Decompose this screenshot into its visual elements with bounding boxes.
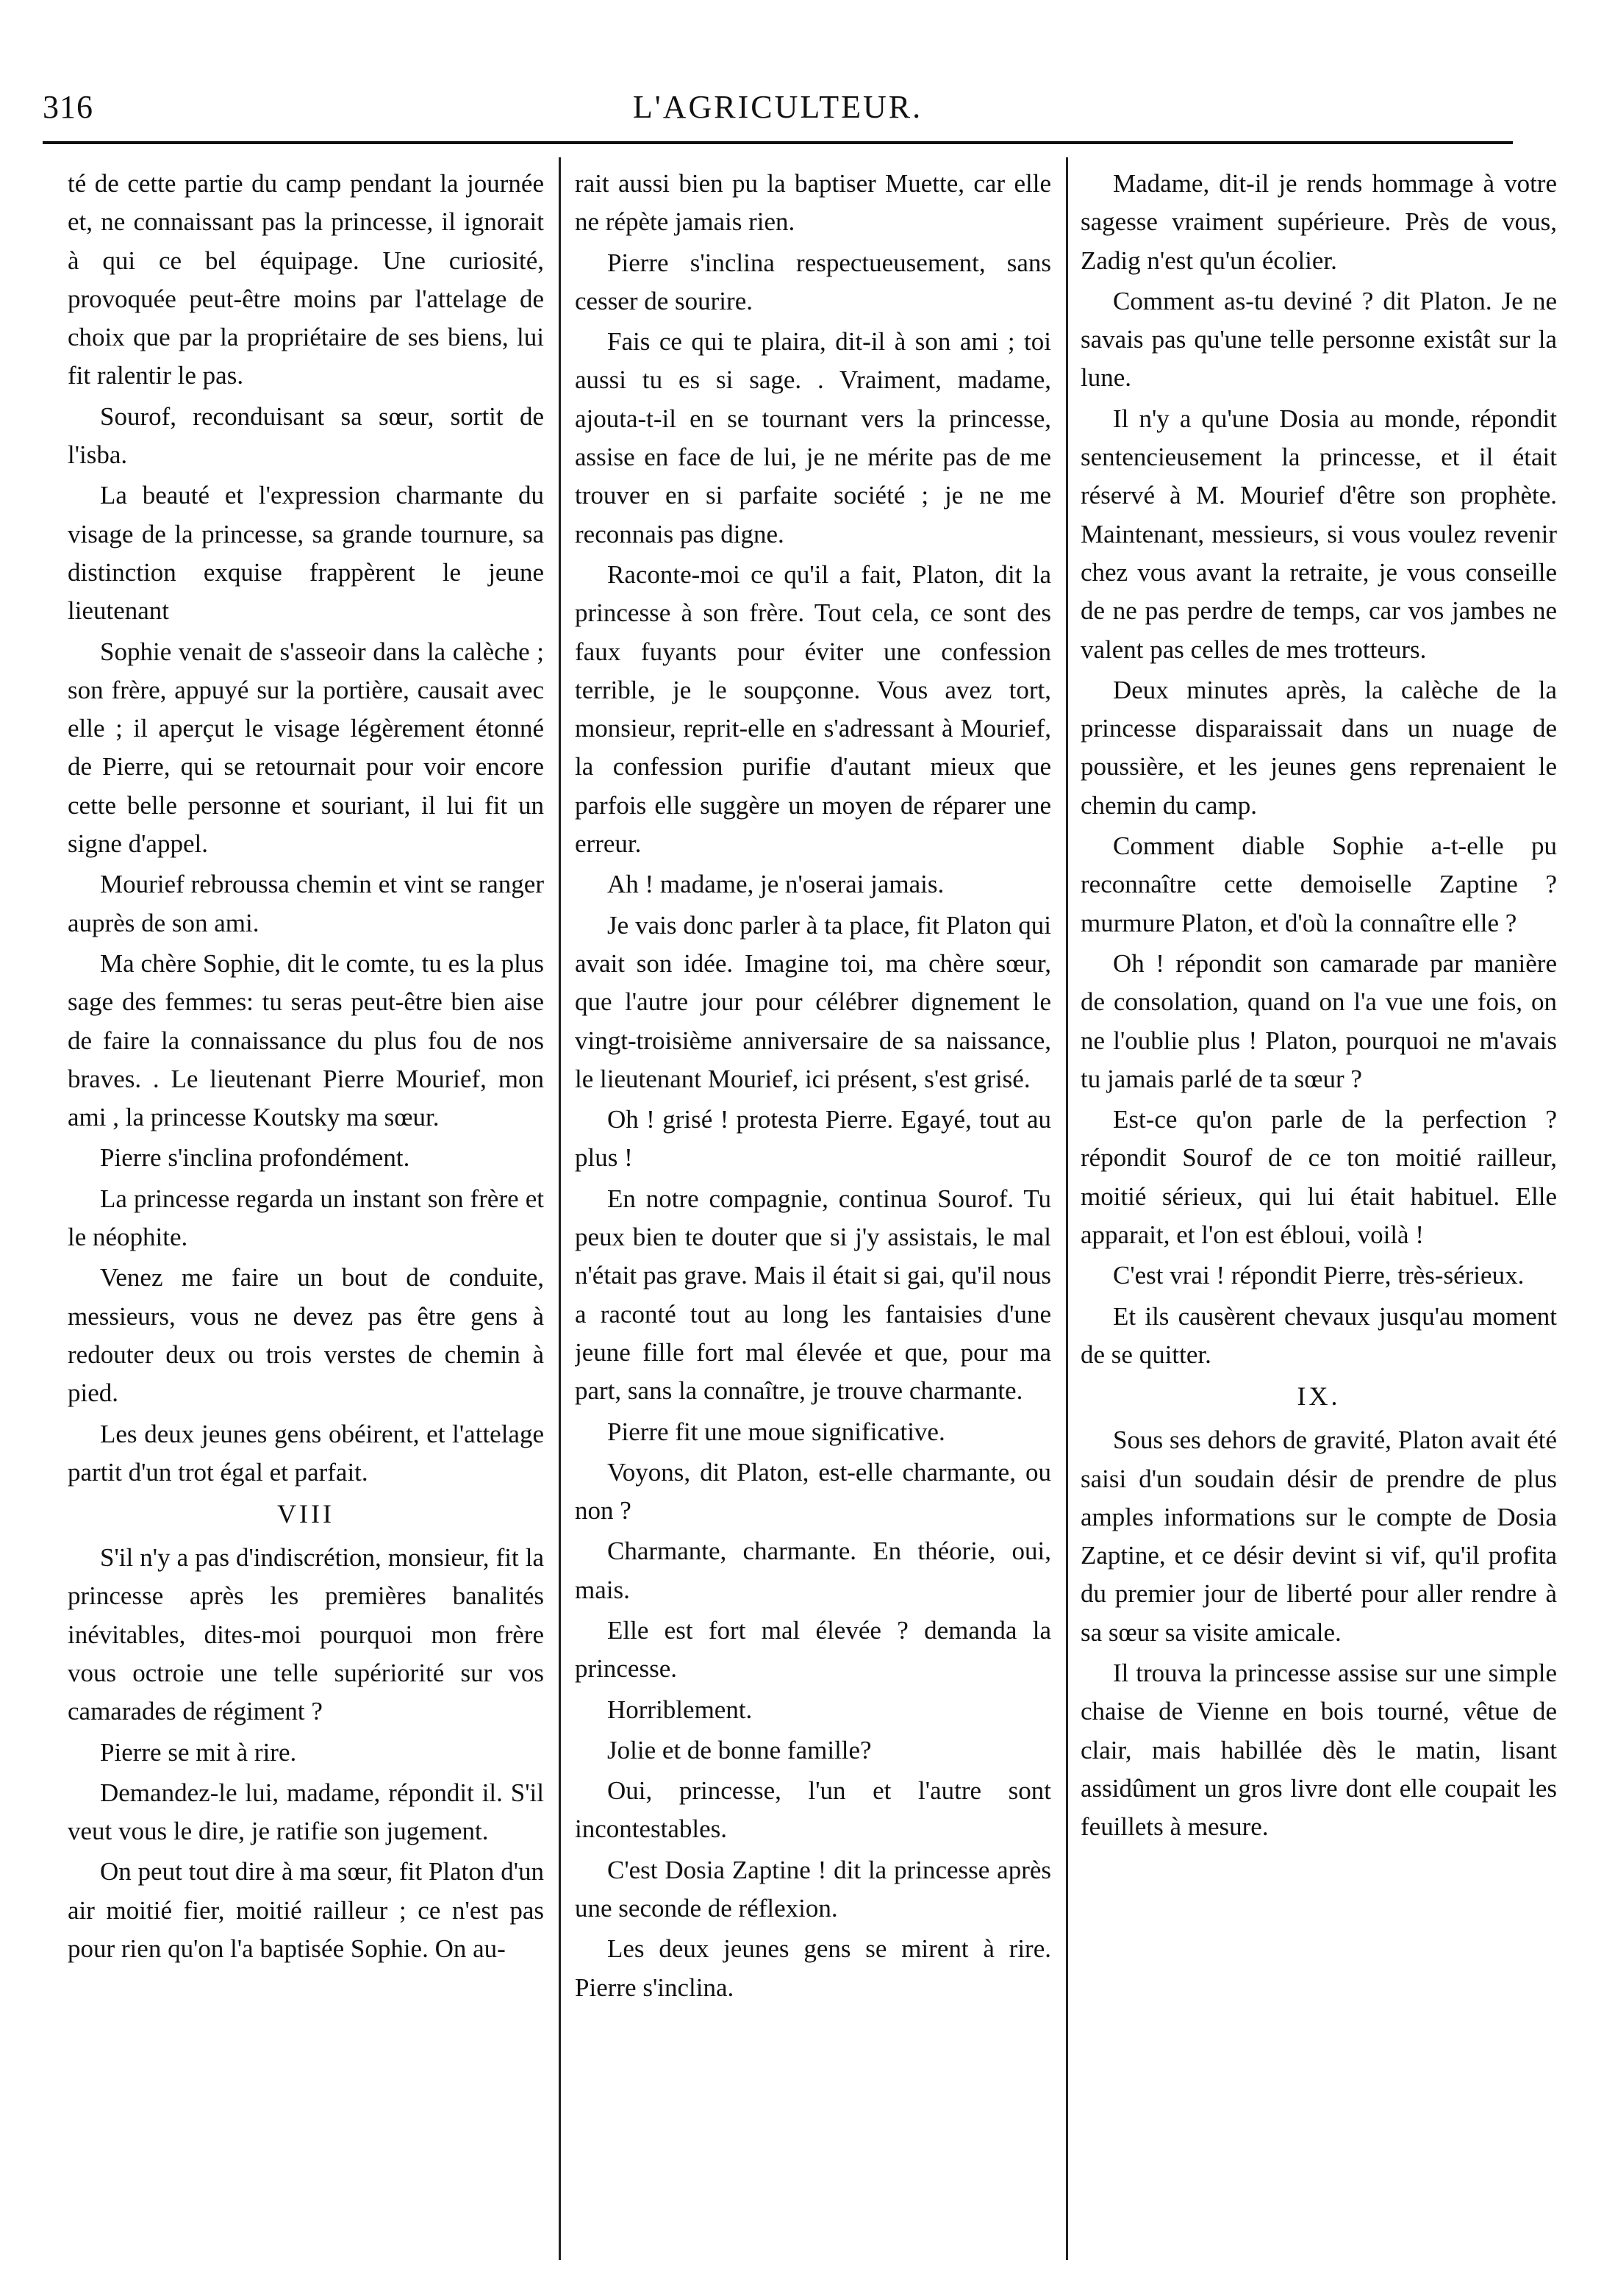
column-divider xyxy=(559,157,561,2260)
paragraph: Deux minutes après, la calèche de la princesse disparaissait dans un nuage de poussière, et les jeunes gens reprenaient le chemin du camp. xyxy=(1081,675,1557,820)
paragraph: La princesse regarda un instant son frère et le néophite. xyxy=(68,1184,544,1252)
paragraph: Elle est fort mal élevée ? demanda la princesse. xyxy=(575,1615,1051,1684)
paragraph: Sophie venait de s'asseoir dans la calèche ; son frère, appuyé sur la portière, causait avec elle ; il aperçut le visage légèrement étonné de Pierre, qui se retournait pour voir encore cette belle personne et souriant, il lui fit un signe d'appel. xyxy=(68,637,544,859)
paragraph: Raconte-moi ce qu'il a fait, Platon, dit la princesse à son frère. Tout cela, ce sont des faux fuyants pour éviter une confession terrible, je le soupçonne. Vous avez tort, monsieur, reprit-elle en s'adressant à Mourief, la confession purifie d'autant mieux que parfois elle suggère un moyen de réparer une erreur. xyxy=(575,559,1051,859)
paragraph: Il n'y a qu'une Dosia au monde, répondit sentencieusement la princesse, et il était réservé à M. Mourief d'être son prophète. Maintenant, messieurs, si vous voulez revenir chez vous avant la retraite, je vous conseille de ne pas perdre de temps, car vos jambes ne valent pas celles de mes trotteurs. xyxy=(1081,404,1557,664)
paragraph: C'est vrai ! répondit Pierre, très-sérieux. xyxy=(1113,1261,1525,1290)
chapter-heading: IX. xyxy=(1297,1381,1341,1412)
paragraph: Sous ses dehors de gravité, Platon avait été saisi d'un soudain désir de prendre de plus amples informations sur le compte de Dosia Zaptine, et ce désir devint si vif, qu'il profita du premier jour de liberté pour aller rendre à sa sœur sa visite amicale. xyxy=(1081,1426,1557,1647)
paragraph: Et ils causèrent chevaux jusqu'au moment de se quitter. xyxy=(1081,1301,1557,1369)
paragraph: Demandez-le lui, madame, répondit il. S'il veut vous le dire, je ratifie son jugement. xyxy=(68,1778,544,1846)
paragraph: Pierre fit une moue significative. xyxy=(607,1417,945,1446)
paragraph: Venez me faire un bout de conduite, messieurs, vous ne devez pas être gens à redouter deux ou trois verstes de chemin à pied. xyxy=(68,1263,544,1408)
paragraph: Pierre se mit à rire. xyxy=(100,1737,297,1767)
running-title: L'AGRICULTEUR. xyxy=(632,89,923,125)
paragraph: On peut tout dire à ma sœur, fit Platon d'un air moitié fier, moitié railleur ; ce n'est pas pour rien qu'on l'a baptisée Sophie. On au- xyxy=(68,1857,544,1964)
paragraph: La beauté et l'expression charmante du visage de la princesse, sa grande tournure, sa distinction exquise frappèrent le jeune lieutenant xyxy=(68,481,544,626)
paragraph: rait aussi bien pu la baptiser Muette, car elle ne répète jamais rien. xyxy=(575,169,1051,237)
paragraph: En notre compagnie, continua Sourof. Tu peux bien te douter que si j'y assistais, le mal n'était pas grave. Mais il était si gai, qu'il nous a raconté tout au long les fantaisies d'une jeune fille fort mal élevée et que, pour ma part, sans la connaître, je trouve charmante. xyxy=(575,1184,1051,1406)
paragraph: Les deux jeunes gens se mirent à rire. Pierre s'inclina. xyxy=(575,1934,1051,2002)
paragraph: Jolie et de bonne famille? xyxy=(607,1735,872,1764)
paragraph: Comment diable Sophie a-t-elle pu reconnaître cette demoiselle Zaptine ? murmure Platon, et d'où la connaître elle ? xyxy=(1081,832,1557,937)
header-rule xyxy=(43,141,1513,144)
paragraph: Pierre s'inclina profondément. xyxy=(100,1143,410,1173)
paragraph: Oh ! grisé ! protesta Pierre. Egayé, tout au plus ! xyxy=(575,1105,1051,1173)
column-divider xyxy=(1066,157,1068,2260)
paragraph: Fais ce qui te plaira, dit-il à son ami ; toi aussi tu es si sage. . Vraiment, madame, ajouta-t-il en se tournant vers la princesse, assise en face de lui, je ne mérite pas de me trouver en si parfaite société ; je ne me reconnais pas digne. xyxy=(575,327,1051,548)
paragraph: Madame, dit-il je rends hommage à votre sagesse vraiment supérieure. Près de vous, Zadig n'est qu'un écolier. xyxy=(1081,169,1557,275)
paragraph: Voyons, dit Platon, est-elle charmante, ou non ? xyxy=(575,1457,1051,1526)
paragraph: té de cette partie du camp pendant la journée et, ne connaissant pas la princesse, il ignorait à qui ce bel équipage. Une curiosité, provoquée peut-être moins par l'attelage de choix que par la propriétaire de ses biens, lui fit ralentir le pas. xyxy=(68,169,544,390)
paragraph: Mourief rebroussa chemin et vint se ranger auprès de son ami. xyxy=(68,870,544,937)
column-right xyxy=(1081,165,1557,2245)
page-number: 316 xyxy=(43,89,93,125)
paragraph: Horriblement. xyxy=(607,1695,753,1724)
paragraph: Les deux jeunes gens obéirent, et l'attelage partit d'un trot égal et parfait. xyxy=(68,1419,544,1487)
paragraph: Ah ! madame, je n'oserai jamais. xyxy=(607,870,945,899)
paragraph: Comment as-tu deviné ? dit Platon. Je ne savais pas qu'une telle personne existât sur la lune. xyxy=(1081,286,1557,393)
paragraph: Oui, princesse, l'un et l'autre sont incontestables. xyxy=(575,1776,1051,1844)
paragraph: Pierre s'inclina respectueusement, sans cesser de sourire. xyxy=(575,248,1051,315)
paragraph: Il trouva la princesse assise sur une simple chaise de Vienne en bois tourné, vêtue de clair, mais habillée dès le matin, lisant assidûment un gros livre dont elle coupait les feuillets à mesure. xyxy=(1081,1658,1557,1842)
paragraph: Charmante, charmante. En théorie, oui, mais. xyxy=(575,1537,1051,1604)
paragraph: Je vais donc parler à ta place, fit Platon qui avait son idée. Imagine toi, ma chère sœur, que l'autre jour pour célébrer dignement le vingt-troisième anniversaire de sa naissance, le lieutenant Mourief, ici présent, s'est grisé. xyxy=(575,910,1051,1093)
paragraph: Oh ! répondit son camarade par manière de consolation, quand on l'a vue une fois, on ne l'oublie plus ! Platon, pourquoi ne m'avais tu jamais parlé de ta sœur ? xyxy=(1081,948,1557,1093)
paragraph: C'est Dosia Zaptine ! dit la princesse après une seconde de réflexion. xyxy=(575,1855,1051,1923)
column-left xyxy=(68,165,544,2245)
paragraph: Sourof, reconduisant sa sœur, sortit de l'isba. xyxy=(68,401,544,470)
chapter-heading: VIII xyxy=(277,1499,334,1529)
paragraph: Ma chère Sophie, dit le comte, tu es la plus sage des femmes: tu seras peut-être bien aise de faire la connaissance du plus fou de nos braves. . Le lieutenant Pierre Mourief, mon ami , la princesse Koutsky ma sœur. xyxy=(68,948,544,1132)
paragraph: S'il n'y a pas d'indiscrétion, monsieur, fit la princesse après les premières banalités inévitables, dites-moi pourquoi mon frère vous octroie une telle supériorité sur vos camarades de régiment ? xyxy=(68,1543,544,1726)
paragraph: Est-ce qu'on parle de la perfection ? répondit Sourof de ce ton moitié railleur, moitié sérieux, qui lui était habituel. Elle apparait, et l'on est ébloui, voilà ! xyxy=(1081,1105,1557,1250)
column-middle xyxy=(575,165,1051,2245)
page-header xyxy=(43,82,1513,134)
